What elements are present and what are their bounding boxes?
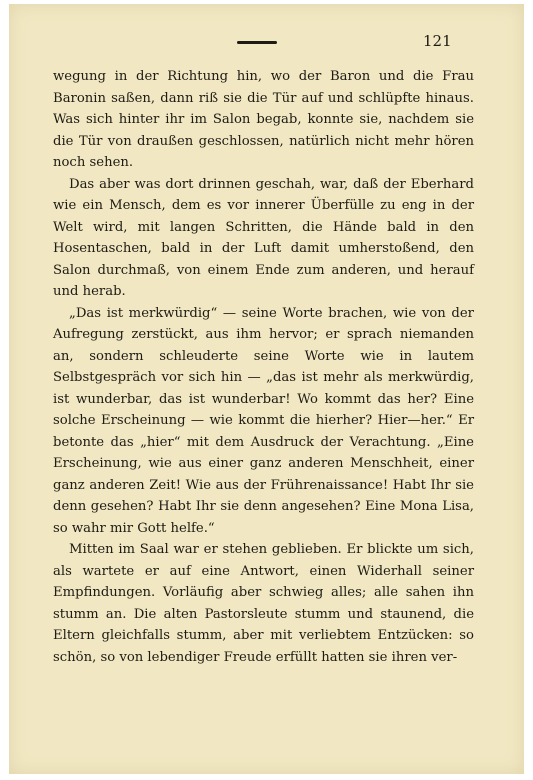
paragraph-4: Mitten im Saal war er stehen geblieben. Er blickte um sich, als wartete er auf eine Antwort, einen Widerhall seiner Empfindungen. Vorläufig aber schwieg alles; alle sahen ihn stumm an. Die alten Pastorsleute stumm und staunend, die Eltern gleichfalls stumm, aber mit verliebtem Entzücken: so schön, so von lebendiger Freude erfüllt hatten sie ihren ver- (53, 542, 474, 665)
page-header (9, 32, 524, 52)
book-page (9, 4, 524, 774)
header-rule (237, 41, 277, 44)
paragraph-2: Das aber was dort drinnen geschah, war, daß der Eberhard wie ein Mensch, dem es vor innerer Überfülle zu eng in der Welt wird, mit langen Schritten, die Hände bald in den Hosentaschen, bald in der Luft damit umherstoßend, den Salon durchmaß, von einem Ende zum anderen, und herauf und herab. (53, 176, 474, 299)
paragraph-1: wegung in der Richtung hin, wo der Baron und die Frau Baronin saßen, dann riß sie die Tür auf und schlüpfte hinaus. Was sich hinter ihr im Salon begab, konnte sie, nachdem sie die Tür von draußen geschlossen, natürlich nicht mehr hören noch sehen. (53, 69, 474, 170)
paragraph-3: „Das ist merkwürdig“ — seine Worte brachen, wie von der Aufregung zerstückt, aus ihm hervor; er sprach niemanden an, sondern schleuderte seine Worte wie in lautem Selbstgespräch vor sich hin — „das ist mehr als merkwürdig, ist wunderbar, das ist wunderbar! Wo kommt das her? Eine solche Erscheinung — wie kommt die hierher? Hier—her.“ Er betonte das „hier“ mit dem Ausdruck der Verachtung. „Eine Erscheinung, wie aus einer ganz anderen Menschheit, einer ganz anderen Zeit! Wie aus der Frührenaissance! Habt Ihr sie denn gesehen? Habt Ihr sie denn angesehen? Eine Mona Lisa, so wahr mir Gott helfe.“ (53, 305, 474, 536)
page-number: 121 (423, 32, 452, 50)
body-text (53, 66, 474, 668)
